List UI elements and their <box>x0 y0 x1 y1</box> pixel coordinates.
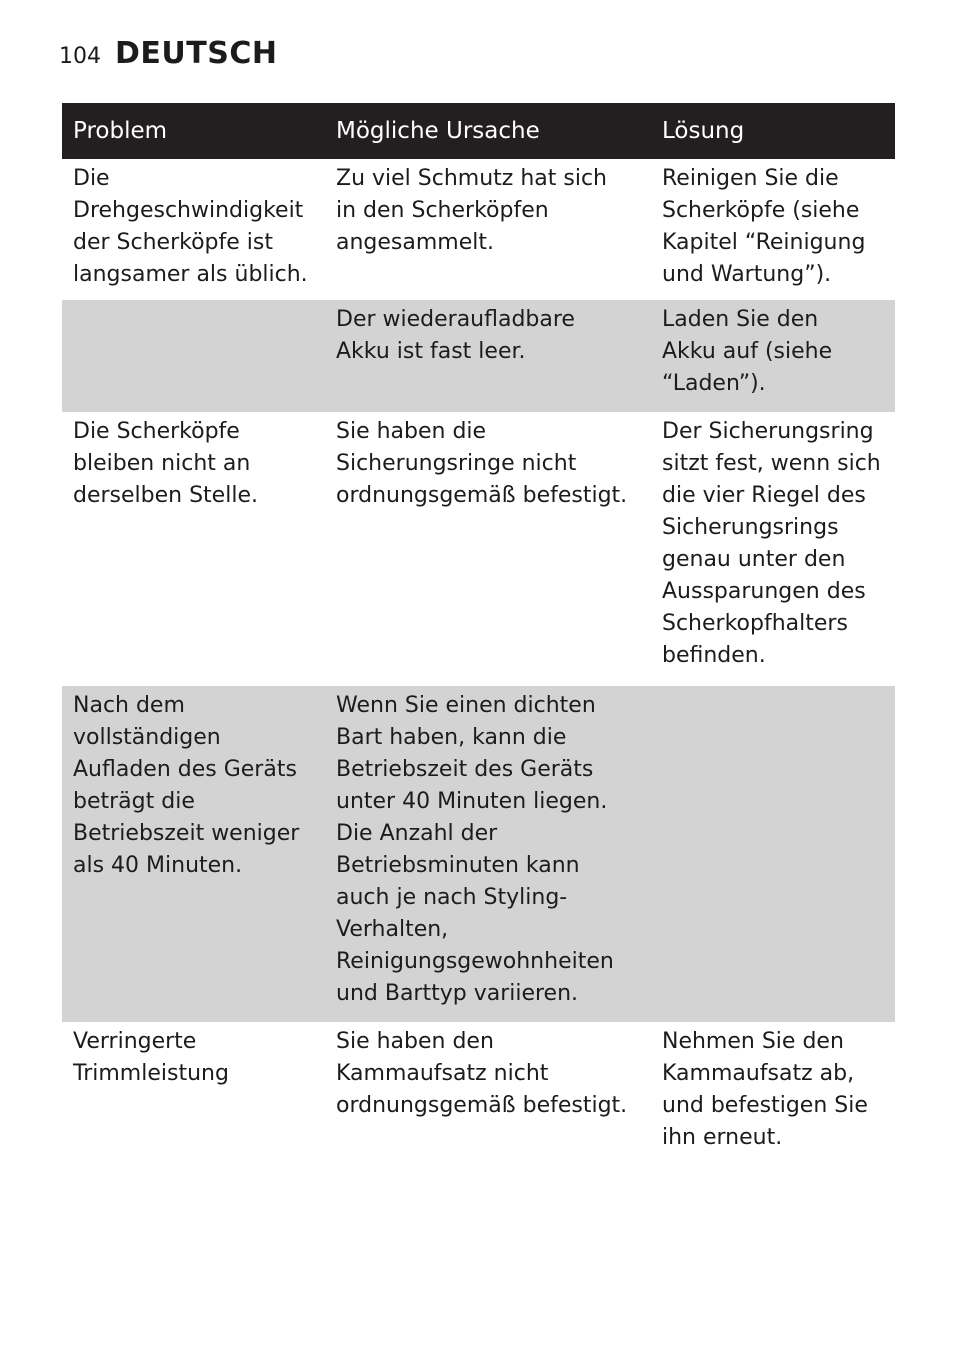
cell-line: Kapitel “Reinigung <box>662 230 866 255</box>
header-problem: Problem <box>73 118 168 144</box>
table-header-row <box>62 103 895 159</box>
cell-line: unter 40 Minuten liegen. <box>336 789 608 814</box>
cell-line: bleiben nicht an <box>73 451 251 476</box>
header-solution: Lösung <box>662 118 745 144</box>
cell-line: Wenn Sie einen dichten <box>336 693 596 718</box>
table-row <box>62 300 895 412</box>
cell-line: Sicherungsrings <box>662 515 839 540</box>
problem-cell <box>62 1022 324 1172</box>
troubleshooting-table <box>62 103 895 1172</box>
cell-line: Kammaufsatz nicht <box>336 1061 549 1086</box>
solution-cell <box>650 1022 895 1172</box>
page-number: 104 <box>59 44 101 69</box>
cell-line: ihn erneut. <box>662 1125 783 1150</box>
cell-line: Reinigungsgewohnheiten <box>336 949 614 974</box>
cell-line: Der wiederaufladbare <box>336 307 575 332</box>
cell-line: auch je nach Styling- <box>336 885 568 910</box>
table-row <box>62 1022 895 1172</box>
cell-line: und befestigen Sie <box>662 1093 868 1118</box>
cell-line: Laden Sie den <box>662 307 819 332</box>
cause-cell <box>324 159 650 300</box>
cell-line: Nehmen Sie den <box>662 1029 844 1054</box>
cell-line: Trimmleistung <box>73 1061 229 1086</box>
cell-line: genau unter den <box>662 547 846 572</box>
cell-line: Die Anzahl der <box>336 821 498 846</box>
problem-cell <box>62 686 324 1022</box>
cell-line: Aussparungen des <box>662 579 866 604</box>
cell-line: ordnungsgemäß befestigt. <box>336 483 628 508</box>
cause-cell <box>324 1022 650 1172</box>
cell-line: Betriebszeit weniger <box>73 821 300 846</box>
cell-line: Aufladen des Geräts <box>73 757 297 782</box>
cell-line: Der Sicherungsring <box>662 419 874 444</box>
cell-line: Scherköpfe (siehe <box>662 198 860 223</box>
cell-line: Reinigen Sie die <box>662 166 839 191</box>
table-row <box>62 686 895 1022</box>
cell-line: Drehgeschwindigkeit <box>73 198 304 223</box>
cell-line: Verringerte <box>73 1029 197 1054</box>
cell-line: Sie haben die <box>336 419 487 444</box>
page-header <box>59 36 277 71</box>
table-row <box>62 159 895 300</box>
cell-line: Zu viel Schmutz hat sich <box>336 166 607 191</box>
cell-line: Betriebsminuten kann <box>336 853 580 878</box>
cell-line: Nach dem <box>73 693 185 718</box>
problem-cell <box>62 159 324 300</box>
cell-line: Sicherungsringe nicht <box>336 451 577 476</box>
solution-cell <box>650 159 895 300</box>
cell-line: Kammaufsatz ab, <box>662 1061 855 1086</box>
cell-line: und Wartung”). <box>662 262 832 287</box>
cell-line: sitzt fest, wenn sich <box>662 451 881 476</box>
cell-line: Scherkopfhalters <box>662 611 848 636</box>
cell-line: angesammelt. <box>336 230 494 255</box>
cell-line: Die <box>73 166 110 191</box>
cell-line: Verhalten, <box>336 917 449 942</box>
cell-line: beträgt die <box>73 789 195 814</box>
cell-line: Bart haben, kann die <box>336 725 567 750</box>
cell-line: in den Scherköpfen <box>336 198 549 223</box>
cell-line: Sie haben den <box>336 1029 494 1054</box>
cell-line: befinden. <box>662 643 766 668</box>
header-cause: Mögliche Ursache <box>336 118 540 144</box>
cause-cell <box>324 412 650 686</box>
cause-cell <box>324 686 650 1022</box>
cell-line: Die Scherköpfe <box>73 419 240 444</box>
cell-line: ordnungsgemäß befestigt. <box>336 1093 628 1118</box>
table-row <box>62 412 895 686</box>
cell-line: als 40 Minuten. <box>73 853 243 878</box>
cell-line: derselben Stelle. <box>73 483 258 508</box>
section-title: DEUTSCH <box>115 36 278 71</box>
solution-cell <box>650 412 895 686</box>
solution-cell <box>650 300 895 412</box>
cell-line: die vier Riegel des <box>662 483 866 508</box>
cell-line: und Barttyp variieren. <box>336 981 579 1006</box>
cell-line: der Scherköpfe ist <box>73 230 273 255</box>
cell-line: Akku auf (siehe <box>662 339 833 364</box>
cell-line: Akku ist fast leer. <box>336 339 526 364</box>
solution-cell <box>650 686 895 1022</box>
problem-cell <box>62 300 324 412</box>
cell-line: “Laden”). <box>662 371 766 396</box>
cell-line: vollständigen <box>73 725 221 750</box>
cell-line: Betriebszeit des Geräts <box>336 757 594 782</box>
cell-line: langsamer als üblich. <box>73 262 308 287</box>
cause-cell <box>324 300 650 412</box>
problem-cell <box>62 412 324 686</box>
